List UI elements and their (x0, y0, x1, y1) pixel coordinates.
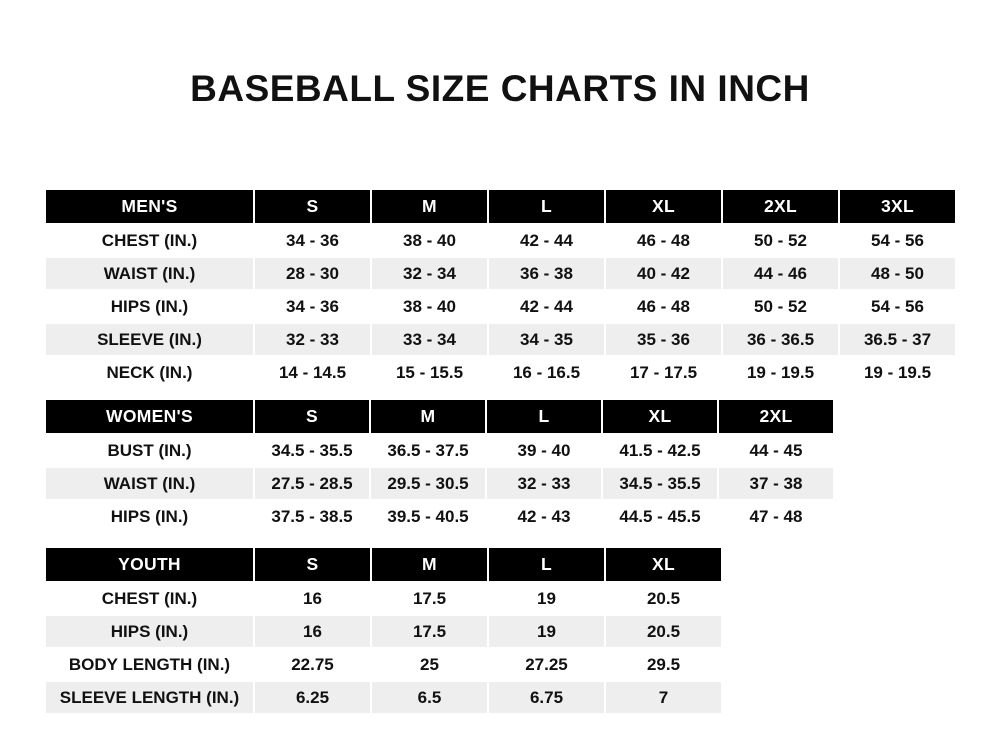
table-row (45, 290, 956, 323)
row-label: HIPS (IN.) (45, 615, 254, 648)
table-cell: 40 - 42 (605, 257, 722, 290)
table-cell: 20.5 (605, 582, 722, 615)
table-row (45, 681, 722, 714)
table-cell: 38 - 40 (371, 290, 488, 323)
table-header-cell: L (486, 399, 602, 434)
row-label: HIPS (IN.) (45, 500, 254, 533)
table-cell: 42 - 44 (488, 290, 605, 323)
table-cell: 29.5 (605, 648, 722, 681)
table-cell: 34.5 - 35.5 (602, 467, 718, 500)
table-cell: 17.5 (371, 615, 488, 648)
table-cell: 46 - 48 (605, 224, 722, 257)
table-row (45, 582, 722, 615)
table-cell: 34.5 - 35.5 (254, 434, 370, 467)
womens-size-chart (44, 398, 835, 534)
table-row (45, 356, 956, 389)
row-label: WAIST (IN.) (45, 467, 254, 500)
table-cell: 16 (254, 615, 371, 648)
womens-table (44, 398, 835, 534)
table-cell: 17 - 17.5 (605, 356, 722, 389)
table-header-cell: WOMEN'S (45, 399, 254, 434)
table-cell: 42 - 44 (488, 224, 605, 257)
row-label: BODY LENGTH (IN.) (45, 648, 254, 681)
table-header-cell: 2XL (722, 189, 839, 224)
table-cell: 6.25 (254, 681, 371, 714)
table-header-cell: 3XL (839, 189, 956, 224)
table-cell: 19 - 19.5 (839, 356, 956, 389)
table-cell: 28 - 30 (254, 257, 371, 290)
table-header-cell: S (254, 189, 371, 224)
table-header-cell: M (371, 189, 488, 224)
table-header-cell: XL (602, 399, 718, 434)
table-header-cell: M (371, 547, 488, 582)
table-cell: 44.5 - 45.5 (602, 500, 718, 533)
table-cell: 42 - 43 (486, 500, 602, 533)
table-row (45, 500, 834, 533)
table-cell: 15 - 15.5 (371, 356, 488, 389)
youth-table (44, 546, 723, 715)
table-row (45, 323, 956, 356)
table-cell: 34 - 36 (254, 290, 371, 323)
table-cell: 34 - 36 (254, 224, 371, 257)
row-label: WAIST (IN.) (45, 257, 254, 290)
table-cell: 14 - 14.5 (254, 356, 371, 389)
table-row (45, 257, 956, 290)
table-cell: 32 - 33 (486, 467, 602, 500)
table-header-row (45, 547, 722, 582)
table-cell: 27.5 - 28.5 (254, 467, 370, 500)
table-cell: 46 - 48 (605, 290, 722, 323)
table-header-row (45, 399, 834, 434)
table-header-cell: M (370, 399, 486, 434)
table-cell: 19 (488, 615, 605, 648)
table-cell: 16 (254, 582, 371, 615)
table-cell: 22.75 (254, 648, 371, 681)
table-cell: 48 - 50 (839, 257, 956, 290)
table-cell: 17.5 (371, 582, 488, 615)
row-label: SLEEVE LENGTH (IN.) (45, 681, 254, 714)
table-cell: 32 - 33 (254, 323, 371, 356)
table-cell: 35 - 36 (605, 323, 722, 356)
table-header-cell: XL (605, 189, 722, 224)
table-cell: 36 - 38 (488, 257, 605, 290)
page-title: BASEBALL SIZE CHARTS IN INCH (190, 68, 810, 109)
table-header-cell: 2XL (718, 399, 834, 434)
table-cell: 20.5 (605, 615, 722, 648)
table-cell: 44 - 46 (722, 257, 839, 290)
mens-table (44, 188, 957, 390)
table-cell: 34 - 35 (488, 323, 605, 356)
table-cell: 54 - 56 (839, 290, 956, 323)
table-cell: 39.5 - 40.5 (370, 500, 486, 533)
table-cell: 33 - 34 (371, 323, 488, 356)
table-row (45, 615, 722, 648)
table-cell: 37.5 - 38.5 (254, 500, 370, 533)
table-cell: 47 - 48 (718, 500, 834, 533)
table-cell: 36.5 - 37.5 (370, 434, 486, 467)
table-cell: 36.5 - 37 (839, 323, 956, 356)
table-row (45, 434, 834, 467)
table-cell: 6.75 (488, 681, 605, 714)
row-label: CHEST (IN.) (45, 224, 254, 257)
table-header-cell: YOUTH (45, 547, 254, 582)
table-cell: 54 - 56 (839, 224, 956, 257)
table-cell: 44 - 45 (718, 434, 834, 467)
row-label: HIPS (IN.) (45, 290, 254, 323)
row-label: SLEEVE (IN.) (45, 323, 254, 356)
table-header-cell: MEN'S (45, 189, 254, 224)
table-cell: 19 - 19.5 (722, 356, 839, 389)
table-row (45, 648, 722, 681)
table-cell: 38 - 40 (371, 224, 488, 257)
table-header-cell: L (488, 547, 605, 582)
youth-size-chart (44, 546, 723, 715)
table-cell: 50 - 52 (722, 290, 839, 323)
mens-size-chart (44, 188, 957, 390)
row-label: BUST (IN.) (45, 434, 254, 467)
table-header-cell: XL (605, 547, 722, 582)
table-cell: 32 - 34 (371, 257, 488, 290)
table-cell: 29.5 - 30.5 (370, 467, 486, 500)
table-cell: 37 - 38 (718, 467, 834, 500)
table-row (45, 467, 834, 500)
row-label: CHEST (IN.) (45, 582, 254, 615)
table-cell: 16 - 16.5 (488, 356, 605, 389)
table-header-row (45, 189, 956, 224)
row-label: NECK (IN.) (45, 356, 254, 389)
table-cell: 39 - 40 (486, 434, 602, 467)
table-header-cell: L (488, 189, 605, 224)
table-cell: 7 (605, 681, 722, 714)
table-cell: 19 (488, 582, 605, 615)
table-cell: 41.5 - 42.5 (602, 434, 718, 467)
table-header-cell: S (254, 399, 370, 434)
table-cell: 6.5 (371, 681, 488, 714)
table-cell: 25 (371, 648, 488, 681)
table-row (45, 224, 956, 257)
table-cell: 50 - 52 (722, 224, 839, 257)
table-cell: 27.25 (488, 648, 605, 681)
table-header-cell: S (254, 547, 371, 582)
table-cell: 36 - 36.5 (722, 323, 839, 356)
